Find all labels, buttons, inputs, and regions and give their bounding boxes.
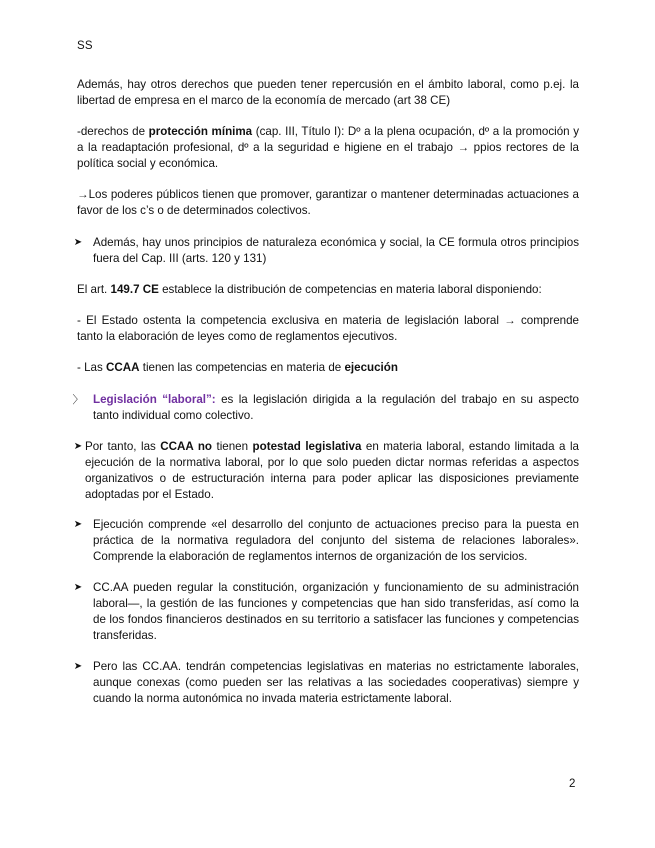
angle-bullet-icon: 〉 [72, 394, 84, 406]
b3-bold-ccaa-no: CCAA no [160, 440, 212, 453]
bullet-5-text: CC.AA pueden regular la constitución, organización y funcionamiento de su administración laboral—, la gestión de las funciones y competencias que han sido transferidas, así como la de los fondos financieros destinados en su territorio a satisfacer las funciones y competencias transferidas. [93, 581, 579, 642]
bullet-4-text: Ejecución comprende «el desarrollo del conjunto de actuaciones preciso para la puesta en práctica de la normativa reguladora del conjunto del sistema de relaciones laborales». Comprende la elaboración de reglamentos internos de organización de los servicios. [93, 518, 579, 563]
bullet-item-6 [71, 659, 579, 707]
b2-text-end: es la legislación dirigida a la regulación del trabajo en su aspecto tanto individual como colectivo. [93, 393, 579, 422]
bullet-item-4 [71, 517, 579, 565]
arrow-bullet-icon: ➤ [73, 582, 83, 593]
p4-text-start: El art. [77, 283, 111, 296]
p2-text-end: (cap. III, Título I): Dº a la plena ocupación, dº a la promoción y a la readaptación profesional, dº a la seguridad e higiene en el trabajo → ppios rectores de la política social y económica. [77, 125, 579, 170]
p4-text-end: establece la distribución de competencias en materia laboral disponiendo: [158, 283, 542, 296]
p6-text-mid: tienen las competencias en materia de [139, 361, 345, 374]
arrow-bullet-icon: ➤ [73, 661, 83, 672]
paragraph-5: - El Estado ostenta la competencia exclusiva en materia de legislación laboral → comprende tanto la elaboración de leyes como de reglamentos ejecutivos. [77, 314, 579, 343]
page-number: 2 [569, 778, 576, 790]
b2-highlight-term: Legislación “laboral”: [93, 393, 216, 406]
paragraph-2 [77, 124, 579, 172]
arrow-bullet-icon: ➤ [73, 237, 83, 248]
p6-bold-ejecucion: ejecución [344, 361, 398, 374]
p2-text-start: -derechos de [77, 125, 149, 138]
bullet-3-text [85, 439, 579, 503]
arrow-bullet-icon: ➤ [73, 441, 83, 452]
arrow-bullet-icon: ➤ [73, 519, 83, 530]
p2-bold-text: protección mínima [148, 125, 253, 138]
b3-bold-potestad: potestad legislativa [252, 440, 362, 453]
paragraph-1: Además, hay otros derechos que pueden tener repercusión en el ámbito laboral, como p.ej. la libertad de empresa en el marco de la economía de mercado (art 38 CE) [77, 78, 579, 107]
bullet-2-text [93, 392, 579, 424]
bullet-item-3 [71, 439, 579, 503]
bullet-item-5 [71, 580, 579, 644]
b3-text-start: Por tanto, las [85, 440, 161, 453]
paragraph-6 [77, 360, 579, 376]
page-header: SS [77, 40, 93, 52]
p4-bold-text: 149.7 CE [110, 283, 159, 296]
b3-text-end: en materia laboral, estando limitada a la ejecución de la normativa laboral, por lo que solo pueden dictar normas referidas a aspectos organizativos o de estructuración interna para poder aplicar las disposiciones previamente adoptadas por el Estado. [85, 440, 579, 501]
paragraph-4 [77, 282, 579, 298]
p6-text-start: - Las [77, 361, 106, 374]
bullet-item-2 [71, 392, 579, 424]
bullet-item-1 [71, 235, 579, 267]
paragraph-3: →Los poderes públicos tienen que promover, garantizar o mantener determinadas actuaciones a favor de los c’s o de determinados colectivos. [77, 188, 579, 217]
p6-bold-ccaa: CCAA [106, 361, 140, 374]
b3-text-mid: tienen [212, 440, 253, 453]
bullet-1-text: Además, hay unos principios de naturaleza económica y social, la CE formula otros principios fuera del Cap. III (arts. 120 y 131) [93, 236, 579, 265]
bullet-6-text: Pero las CC.AA. tendrán competencias legislativas en materias no estrictamente laborales, aunque conexas (como pueden ser las relativas a las sociedades cooperativas) siempre y cuando la norma autonómica no invada materia estrictamente laboral. [93, 660, 579, 705]
